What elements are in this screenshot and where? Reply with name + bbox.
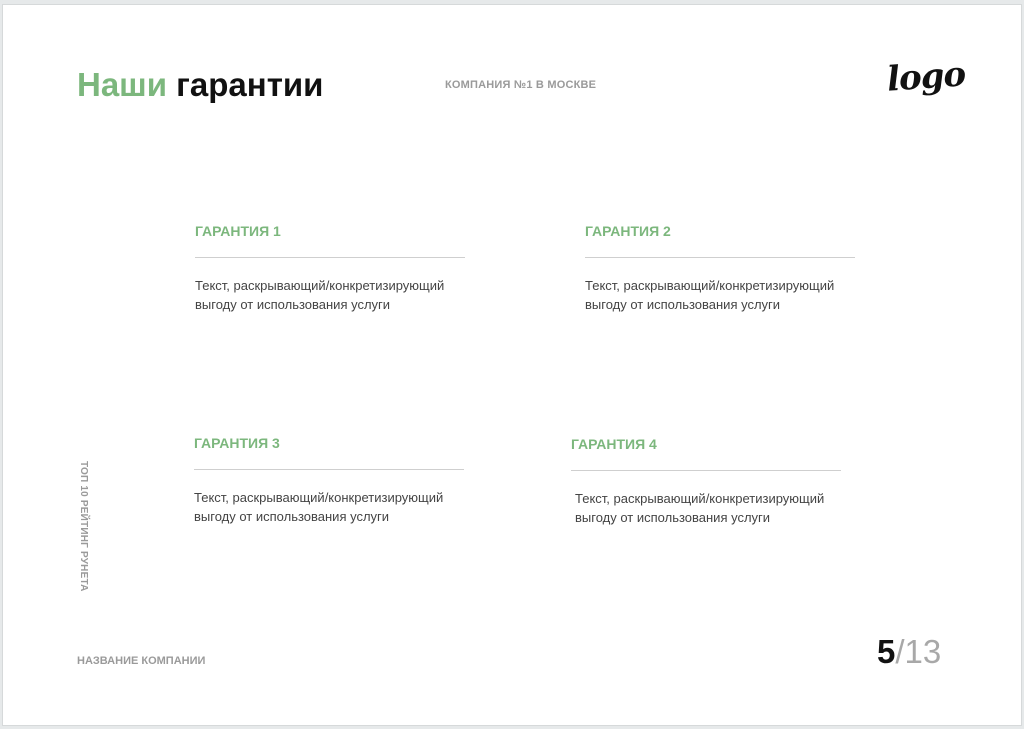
divider: [194, 469, 464, 470]
slide: [2, 4, 1022, 726]
page-title: [77, 65, 323, 105]
divider: [571, 470, 841, 471]
tagline: КОМПАНИЯ №1 В МОСКВЕ: [445, 79, 597, 91]
page-separator: /: [895, 633, 905, 670]
guarantee-title: ГАРАНТИЯ 1: [195, 223, 281, 239]
page-current: 5: [877, 633, 896, 670]
logo: logo: [885, 54, 967, 100]
page-total: 13: [904, 633, 942, 670]
guarantee-card-2: [585, 222, 855, 314]
guarantee-text: Текст, раскрывающий/конкретизирующий выгоду от использования услуги: [195, 278, 445, 312]
guarantee-title: ГАРАНТИЯ 4: [571, 436, 657, 452]
guarantee-card-3: [194, 434, 464, 526]
guarantee-text: Текст, раскрывающий/конкретизирующий выгоду от использования услуги: [194, 490, 444, 524]
guarantee-card-1: [195, 222, 465, 314]
guarantee-text: Текст, раскрывающий/конкретизирующий выгоду от использования услуги: [585, 278, 835, 312]
company-name: НАЗВАНИЕ КОМПАНИИ: [77, 655, 206, 667]
guarantee-title: ГАРАНТИЯ 2: [585, 223, 671, 239]
title-main-word: гарантии: [176, 66, 324, 103]
guarantee-text: Текст, раскрывающий/конкретизирующий выгоду от использования услуги: [575, 491, 825, 525]
page-counter: [877, 632, 941, 672]
divider: [585, 257, 855, 258]
guarantee-card-4: [571, 435, 841, 527]
title-accent-word: Наши: [77, 66, 167, 103]
side-rating-label: ТОП 10 РЕЙТИНГ РУНЕТА: [78, 461, 89, 592]
guarantee-title: ГАРАНТИЯ 3: [194, 435, 280, 451]
divider: [195, 257, 465, 258]
